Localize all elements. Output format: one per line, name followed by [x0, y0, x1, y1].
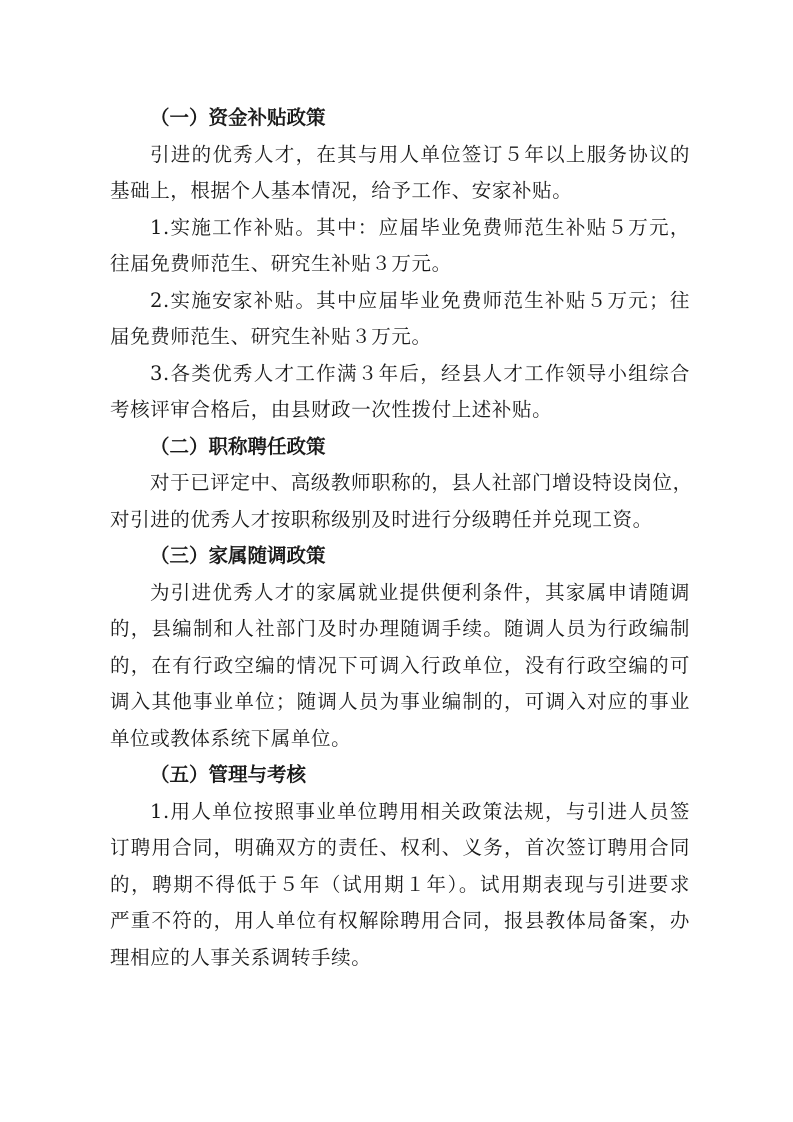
paragraph	[110, 356, 690, 429]
text-line: 对引进的优秀人才按职称级别及时进行分级聘任并兑现工资。	[110, 507, 653, 531]
section-title: （一）资金补贴政策	[150, 106, 326, 129]
text-line: 2.实施安家补贴。其中应届毕业免费师范生补贴５万元；往	[150, 288, 690, 312]
text-line: 的，在有行政空编的情况下可调入行政单位，没有行政空编的可	[110, 653, 690, 677]
section-title: （二）职称聘任政策	[150, 434, 326, 458]
text-line: 理相应的人事关系调转手续。	[110, 945, 372, 969]
paragraph	[110, 137, 690, 210]
text-line: 1.用人单位按照事业单位聘用相关政策法规，与引进人员签	[150, 799, 690, 823]
text-line: 3.各类优秀人才工作满３年后，经县人才工作领导小组综合	[150, 361, 690, 385]
text-line: 基础上，根据个人基本情况，给予工作、安家补贴。	[110, 179, 573, 202]
text-line: 的，县编制和人社部门及时办理随调手续。随调人员为行政编制	[110, 617, 690, 640]
text-line: 严重不符的，用人单位有权解除聘用合同，报县教体局备案，办	[110, 909, 690, 932]
text-line: 引进的优秀人才，在其与用人单位签订５年以上服务协议的	[150, 142, 690, 166]
paragraph	[110, 283, 690, 356]
text-line: 届免费师范生、研究生补贴３万元。	[110, 325, 432, 348]
text-line: 的，聘期不得低于５年（试用期１年）。试用期表现与引进要求	[110, 872, 690, 896]
text-line: 为引进优秀人才的家属就业提供便利条件，其家属申请随调	[150, 580, 690, 604]
section-funding-subsidy	[110, 100, 690, 429]
paragraph	[110, 465, 693, 538]
document-page	[110, 100, 693, 976]
section-title-appointment	[110, 429, 693, 539]
section-title: （五）管理与考核	[150, 763, 307, 786]
text-line: 考核评审合格后，由县财政一次性拨付上述补贴。	[110, 398, 553, 421]
text-line: 往届免费师范生、研究生补贴３万元。	[110, 252, 452, 275]
section-management-assessment	[110, 757, 690, 976]
paragraph	[110, 575, 690, 758]
text-line: 1.实施工作补贴。其中：应届毕业免费师范生补贴５万元，	[150, 215, 690, 239]
section-title: （三）家属随调政策	[150, 544, 326, 567]
text-line: 对于已评定中、高级教师职称的，县人社部门增设特设岗位，	[150, 471, 693, 494]
text-line: 调入其他事业单位；随调人员为事业编制的，可调入对应的事业	[110, 690, 690, 713]
text-line: 单位或教体系统下属单位。	[110, 726, 352, 750]
paragraph	[110, 210, 690, 283]
text-line: 订聘用合同，明确双方的责任、权利、义务，首次签订聘用合同	[110, 836, 690, 859]
paragraph	[110, 794, 690, 977]
section-family-transfer	[110, 538, 690, 757]
